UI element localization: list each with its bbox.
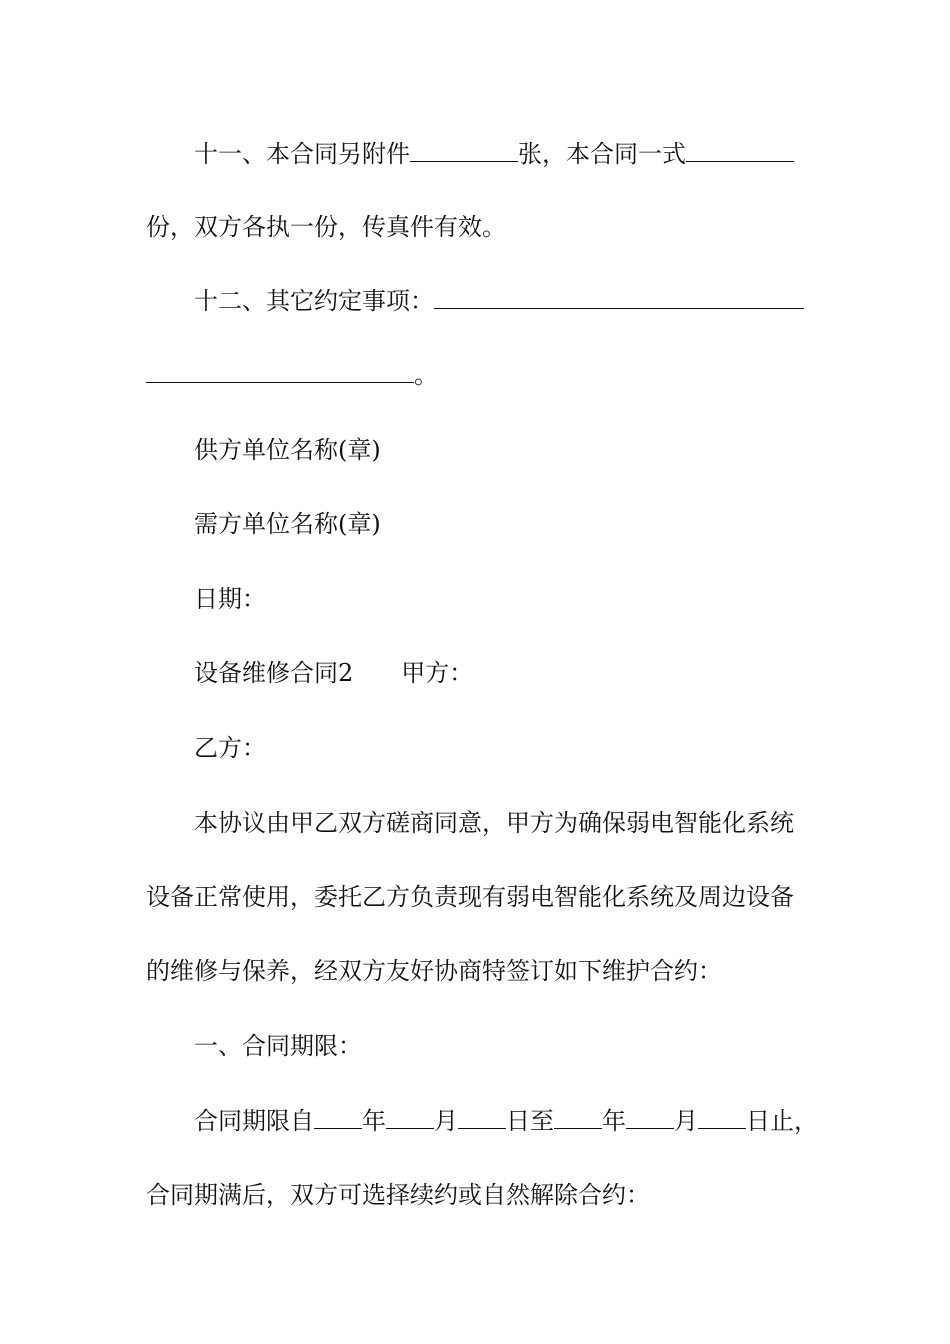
end-month-blank (626, 1105, 674, 1129)
agreement-intro-text-1: 本协议由甲乙双方磋商同意，甲方为确保弱电智能化系统 (194, 809, 794, 837)
date-label: 日期： (194, 585, 266, 613)
start-day-blank (458, 1105, 506, 1129)
start-day-to-label: 日至 (506, 1107, 554, 1135)
agreement-intro-line-1 (146, 806, 859, 840)
copy-count-blank (686, 138, 794, 162)
contract-term-dates-line (146, 1104, 859, 1138)
start-month-label: 月 (434, 1107, 458, 1135)
buyer-signature-line (146, 507, 859, 541)
buyer-name-label: 需方单位名称(章) (194, 510, 381, 538)
start-year-blank (314, 1105, 362, 1129)
clause-twelve-line (146, 284, 859, 318)
start-month-blank (386, 1105, 434, 1129)
agreement-intro-line-3 (146, 954, 811, 988)
agreement-intro-text-3: 的维修与保养，经双方友好协商特签订如下维护合约： (146, 957, 722, 985)
party-a-label: 甲方： (401, 659, 474, 687)
clause-eleven-prefix: 十一、本合同另附件 (194, 140, 410, 168)
contract-term-renewal-text: 合同期满后，双方可选择续约或自然解除合约： (146, 1181, 650, 1209)
supplier-name-label: 供方单位名称(章) (194, 436, 381, 464)
clause-eleven-line (146, 137, 859, 171)
other-matters-blank-2 (146, 359, 414, 383)
other-matters-blank-1 (434, 285, 804, 309)
supplier-signature-line (146, 433, 859, 467)
clause-twelve-continuation (146, 358, 811, 392)
date-line (146, 582, 859, 616)
end-month-label: 月 (674, 1107, 698, 1135)
contract-term-heading: 一、合同期限： (194, 1032, 362, 1060)
clause-twelve-period: 。 (414, 361, 438, 389)
clause-twelve-label: 十二、其它约定事项： (194, 287, 434, 315)
end-day-label: 日止， (746, 1107, 818, 1135)
party-b-label: 乙方： (194, 734, 266, 762)
contract-term-renewal-line (146, 1178, 811, 1212)
attachment-count-blank (410, 138, 518, 162)
party-b-line (146, 731, 859, 765)
clause-eleven-middle: 张，本合同一式 (518, 140, 686, 168)
term-start-label: 合同期限自 (194, 1107, 314, 1135)
end-year-blank (554, 1105, 602, 1129)
contract-two-title: 设备维修合同2 (194, 659, 354, 687)
contract-two-heading-line (146, 656, 859, 690)
end-day-blank (698, 1105, 746, 1129)
agreement-intro-line-2 (146, 880, 811, 914)
clause-eleven-continuation (146, 210, 811, 244)
start-year-label: 年 (362, 1107, 386, 1135)
agreement-intro-text-2: 设备正常使用，委托乙方负责现有弱电智能化系统及周边设备 (146, 883, 794, 911)
clause-eleven-end: 份，双方各执一份，传真件有效。 (146, 213, 506, 241)
contract-term-heading-line (146, 1029, 859, 1063)
end-year-label: 年 (602, 1107, 626, 1135)
